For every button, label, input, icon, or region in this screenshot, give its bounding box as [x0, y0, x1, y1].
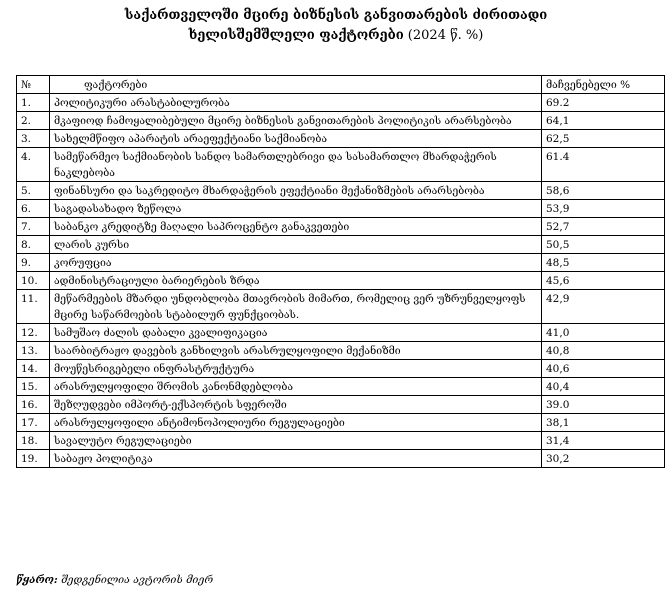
- table-row: [17, 182, 665, 200]
- table-row: [17, 360, 665, 378]
- row-value: 48,5: [542, 254, 665, 272]
- table-row: [17, 148, 665, 182]
- row-num: 15.: [17, 378, 50, 396]
- table-row: [17, 324, 665, 342]
- header-num: №: [17, 76, 50, 94]
- row-factor: სახელმწიფო აპარატის არაეფექტიანი საქმიანობა: [50, 130, 542, 148]
- table-header-row: [17, 76, 665, 94]
- row-factor: სავალუტო რეგულაციები: [50, 432, 542, 450]
- row-value: 50,5: [542, 236, 665, 254]
- table-row: [17, 218, 665, 236]
- table-row: [17, 450, 665, 468]
- title-line-1: საქართველოში მცირე ბიზნესის განვითარების ძირითადი: [124, 8, 548, 23]
- row-factor: ფინანსური და საკრედიტო მხარდაჭერის ეფექტიანი მექანიზმების არარსებობა: [50, 182, 542, 200]
- title-year: (2024 წ. %): [403, 28, 484, 43]
- row-factor: მკაფიოდ ჩამოყალიბებული მცირე ბიზნესის განვითარების პოლიტიკის არარსებობა: [50, 112, 542, 130]
- row-value: 45,6: [542, 272, 665, 290]
- table-row: [17, 130, 665, 148]
- row-num: 4.: [17, 148, 50, 182]
- row-num: 19.: [17, 450, 50, 468]
- table-row: [17, 342, 665, 360]
- document-title: [0, 6, 672, 46]
- row-value: 58,6: [542, 182, 665, 200]
- row-value: 39.0: [542, 396, 665, 414]
- row-factor: არასრულყოფილი ანტიმონოპოლიური რეგულაციები: [50, 414, 542, 432]
- row-value: 53,9: [542, 200, 665, 218]
- row-num: 16.: [17, 396, 50, 414]
- row-factor: არასრულყოფილი შრომის კანონმდებლობა: [50, 378, 542, 396]
- row-num: 10.: [17, 272, 50, 290]
- table-row: [17, 112, 665, 130]
- header-factor: ფაქტორები: [50, 76, 542, 94]
- row-num: 3.: [17, 130, 50, 148]
- header-value: მაჩვენებელი %: [542, 76, 665, 94]
- row-num: 7.: [17, 218, 50, 236]
- row-factor: სამუშაო ძალის დაბალი კვალიფიკაცია: [50, 324, 542, 342]
- row-factor: პოლიტიკური არასტაბილურობა: [50, 94, 542, 112]
- table-row: [17, 94, 665, 112]
- row-num: 11.: [17, 290, 50, 324]
- row-value: 41,0: [542, 324, 665, 342]
- row-factor: ლარის კურსი: [50, 236, 542, 254]
- row-num: 18.: [17, 432, 50, 450]
- table-row: [17, 378, 665, 396]
- row-value: 64,1: [542, 112, 665, 130]
- row-factor: სამეწარმეო საქმიანობის სანდო სამართლებრივი და სასამართლო მხარდაჭერის ნაკლებობა: [50, 148, 542, 182]
- row-value: 30,2: [542, 450, 665, 468]
- row-value: 40,8: [542, 342, 665, 360]
- table-row: [17, 414, 665, 432]
- row-factor: საბანკო კრედიტზე მაღალი საპროცენტო განაკვეთები: [50, 218, 542, 236]
- row-value: 40,4: [542, 378, 665, 396]
- row-factor: კორუფცია: [50, 254, 542, 272]
- row-num: 1.: [17, 94, 50, 112]
- source-text: შედგენილია ავტორის მიერ: [57, 574, 214, 586]
- factors-table: [16, 75, 665, 468]
- row-value: 31,4: [542, 432, 665, 450]
- row-num: 5.: [17, 182, 50, 200]
- source-label: წყარო:: [16, 574, 58, 586]
- row-num: 13.: [17, 342, 50, 360]
- row-factor: ადმინისტრაციული ბარიერების ზრდა: [50, 272, 542, 290]
- row-num: 9.: [17, 254, 50, 272]
- table-row: [17, 432, 665, 450]
- source-note: [16, 574, 213, 586]
- row-num: 17.: [17, 414, 50, 432]
- row-value: 69.2: [542, 94, 665, 112]
- row-factor: საარბიტრაჟო დავების განხილვის არასრულყოფილი მექანიზმი: [50, 342, 542, 360]
- table-row: [17, 396, 665, 414]
- table-row: [17, 272, 665, 290]
- row-value: 62,5: [542, 130, 665, 148]
- row-factor: საგადასახადო ზეწოლა: [50, 200, 542, 218]
- row-value: 42,9: [542, 290, 665, 324]
- row-num: 6.: [17, 200, 50, 218]
- title-line-2: [0, 26, 672, 46]
- row-factor: მოუწესრიგებელი ინფრასტრუქტურა: [50, 360, 542, 378]
- row-num: 8.: [17, 236, 50, 254]
- row-num: 2.: [17, 112, 50, 130]
- row-factor: შეზღუდვები იმპორტ-ექსპორტის სფეროში: [50, 396, 542, 414]
- title-line-2-main: ხელისშემშლელი ფაქტორები: [188, 28, 404, 43]
- row-value: 38,1: [542, 414, 665, 432]
- row-value: 40,6: [542, 360, 665, 378]
- row-value: 61.4: [542, 148, 665, 182]
- table-row: [17, 236, 665, 254]
- row-num: 14.: [17, 360, 50, 378]
- row-num: 12.: [17, 324, 50, 342]
- table-row: [17, 290, 665, 324]
- row-factor: საბაჟო პოლიტიკა: [50, 450, 542, 468]
- row-value: 52,7: [542, 218, 665, 236]
- table-row: [17, 254, 665, 272]
- table-row: [17, 200, 665, 218]
- row-factor: მეწარმეების მზარდი უნდობლობა მთავრობის მიმართ, რომელიც ვერ უზრუნველყოფს მცირე საწარმოების სტაბილურ ფუნქციობას.: [50, 290, 542, 324]
